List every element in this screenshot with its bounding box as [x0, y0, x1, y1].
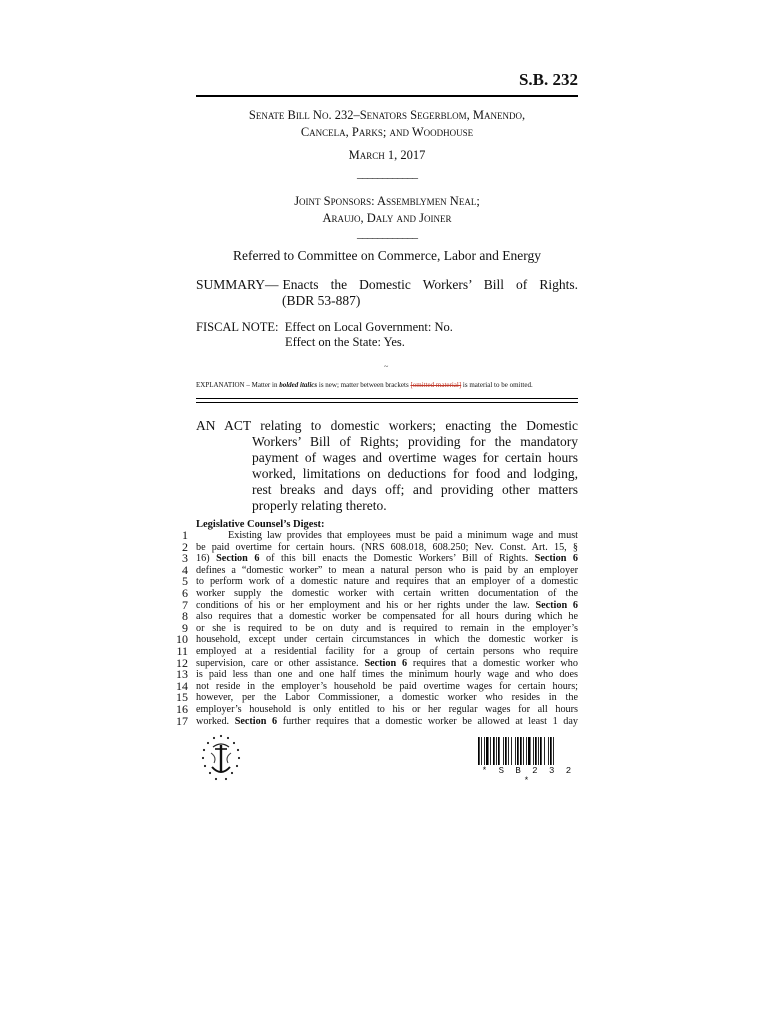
- digest-text: is paid less than one and one half times the minimum hourly wage and who does: [196, 669, 578, 681]
- barcode-bar: [523, 737, 524, 765]
- summary-label: SUMMARY—: [196, 277, 279, 292]
- act-line-1: AN ACT relating to domestic workers; enacting the Domestic: [196, 418, 578, 433]
- barcode-bar: [503, 737, 504, 765]
- line-number: 17: [176, 713, 188, 728]
- summary-text: Enacts the Domestic Workers’ Bill of Rights.: [282, 277, 578, 292]
- line-number: 6: [182, 585, 188, 600]
- digest-line: [170, 620, 578, 635]
- line-number: 10: [176, 632, 188, 647]
- digest-text: worker supply the domestic worker with certain written documentation of the: [196, 587, 578, 599]
- barcode-bar: [493, 737, 495, 765]
- line-number: 1: [182, 528, 188, 542]
- line-number: 11: [176, 643, 188, 658]
- act-line-2: Workers’ Bill of Rights; providing for the mandatory: [252, 434, 578, 449]
- digest-body: [170, 530, 578, 727]
- digest-text: household, except under certain circumstances in which the domestic worker is: [196, 634, 578, 646]
- line-number: 13: [176, 667, 188, 682]
- summary-code: (BDR 53-887): [282, 293, 361, 308]
- referred-to-committee: Referred to Committee on Commerce, Labor and Energy: [233, 248, 541, 263]
- line-number: 7: [182, 597, 188, 612]
- bill-date: March 1, 2017: [348, 148, 426, 162]
- fiscal-note: [196, 320, 453, 350]
- barcode-bar: [533, 737, 534, 765]
- digest-text: defines a “domestic worker” to mean a natural person who is paid by an employer: [196, 564, 578, 576]
- barcode-bar: [528, 737, 531, 765]
- digest-text: Existing law provides that employees must be paid a minimum wage and must: [228, 530, 578, 541]
- digest-line: [170, 692, 578, 704]
- digest-line: [170, 530, 578, 542]
- barcode-bar: [517, 737, 519, 765]
- barcode-bar: [505, 737, 507, 765]
- summary: [196, 277, 578, 309]
- barcode-bar: [481, 737, 482, 765]
- digest-line: [170, 539, 578, 554]
- barcode-bar: [484, 737, 485, 765]
- explanation-rule-thin: [196, 402, 578, 403]
- barcode-bar: [486, 737, 489, 765]
- separator-1: ____________: [357, 166, 417, 180]
- digest-line: [170, 585, 578, 600]
- act-line-5: rest breaks and days off; and providing other matters: [252, 482, 578, 497]
- barcode-bar: [498, 737, 500, 765]
- digest-line: [170, 634, 578, 646]
- digest-line: [170, 643, 578, 658]
- fiscal-label: FISCAL NOTE:: [196, 320, 279, 334]
- joint-sponsors: [196, 193, 578, 227]
- digest-text: be paid overtime for certain hours. (NRS 608.018, 608.250; Nev. Const. Art. 15, §: [196, 541, 578, 553]
- fiscal-state: Effect on the State: Yes.: [285, 335, 405, 349]
- barcode-bar: [515, 737, 516, 765]
- barcode-bar: [478, 737, 480, 765]
- digest-line: [170, 597, 578, 612]
- barcode-bar: [550, 737, 552, 765]
- digest-line: [170, 669, 578, 681]
- tilde-mark: ~: [384, 362, 389, 371]
- digest-text: worked. Section 6 further requires that a domestic worker be allowed at least 1 day: [196, 715, 578, 727]
- digest-line: [170, 576, 578, 588]
- line-number: 5: [182, 574, 188, 589]
- explanation: [196, 381, 578, 389]
- barcode-bar: [520, 737, 522, 765]
- digest-line: [170, 713, 578, 728]
- line-number: 4: [182, 562, 188, 577]
- explanation-middle: is new; matter between brackets: [317, 381, 411, 389]
- act-title: [196, 418, 578, 514]
- barcode-bar: [538, 737, 539, 765]
- explanation-italic: bolded italics: [279, 381, 318, 389]
- digest-line: [170, 553, 578, 565]
- barcode-bar: [548, 737, 549, 765]
- digest-line: [170, 655, 578, 670]
- digest-title: Legislative Counsel’s Digest:: [196, 519, 325, 530]
- digest-text: however, per the Labor Commissioner, a domestic worker who resides in the: [196, 692, 578, 704]
- digest-line: [170, 701, 578, 716]
- line-number: 3: [182, 551, 188, 566]
- barcode-bar: [490, 737, 491, 765]
- barcode-bar: [553, 737, 554, 765]
- line-number: 9: [182, 620, 188, 635]
- digest-text: supervision, care or other assistance. Section 6 requires that a domestic worker who: [196, 657, 578, 669]
- barcode-bar: [535, 737, 537, 765]
- barcode-bar: [511, 737, 512, 765]
- digest-text: employed at a residential facility for a group of certain persons who require: [196, 645, 578, 657]
- act-line-6: properly relating thereto.: [252, 498, 387, 513]
- digest-line: [170, 678, 578, 693]
- explanation-rule: [196, 398, 578, 399]
- digest-text: also requires that a domestic worker be compensated for all hours during which he: [196, 611, 578, 623]
- barcode-label: * S B 2 3 2 *: [481, 766, 575, 786]
- digest-line: [170, 611, 578, 623]
- line-number: 14: [176, 678, 188, 693]
- line-number: 15: [176, 690, 188, 705]
- line-number: 8: [182, 609, 188, 624]
- nevada-state-seal-icon: [197, 733, 245, 783]
- digest-text: not reside in the employer’s household be paid overtime wages for certain hours;: [196, 680, 578, 692]
- sponsors: [196, 107, 578, 141]
- barcode-bar: [508, 737, 509, 765]
- digest-text: conditions of his or her employment and his or her rights under the law. Section 6: [196, 599, 578, 611]
- line-number: 2: [182, 539, 188, 554]
- separator-2: ____________: [357, 226, 417, 240]
- explanation-prefix: EXPLANATION – Matter in: [196, 381, 280, 389]
- explanation-omitted: [omitted material]: [410, 381, 462, 389]
- joint-line-2: Araujo, Daly and Joiner: [322, 211, 452, 225]
- digest-text: to perform work of a domestic nature and requires that an employer of a domestic: [196, 576, 578, 588]
- digest-text: employer’s household is only entitled to his or her regular wages for all hours: [196, 703, 578, 715]
- barcode: [478, 737, 578, 765]
- act-line-3: payment of wages and overtime wages for certain hours: [252, 450, 578, 465]
- digest-text: 16) Section 6 of this bill enacts the Domestic Workers’ Bill of Rights. Section 6: [196, 553, 578, 565]
- barcode-bar: [544, 737, 545, 765]
- digest-line: [170, 562, 578, 577]
- barcode-bar: [540, 737, 542, 765]
- bill-number: S.B. 232: [518, 70, 578, 89]
- fiscal-local: Effect on Local Government: No.: [284, 320, 453, 334]
- line-number: 16: [176, 701, 188, 716]
- barcode-bar: [526, 737, 527, 765]
- explanation-suffix: is material to be omitted.: [461, 381, 533, 389]
- sponsors-line-2: Cancela, Parks; and Woodhouse: [300, 125, 474, 139]
- joint-line-1: Joint Sponsors: Assemblymen Neal;: [294, 194, 480, 208]
- sponsors-line-1: Senate Bill No. 232–Senators Segerblom, Manendo,: [248, 108, 526, 122]
- header-rule: [196, 95, 578, 97]
- act-line-4: worked, limitations on deductions for food and lodging,: [252, 466, 578, 481]
- barcode-bar: [496, 737, 497, 765]
- digest-text: or she is required to be on duty and is required to remain in the employer’s: [196, 622, 578, 634]
- line-number: 12: [176, 655, 188, 670]
